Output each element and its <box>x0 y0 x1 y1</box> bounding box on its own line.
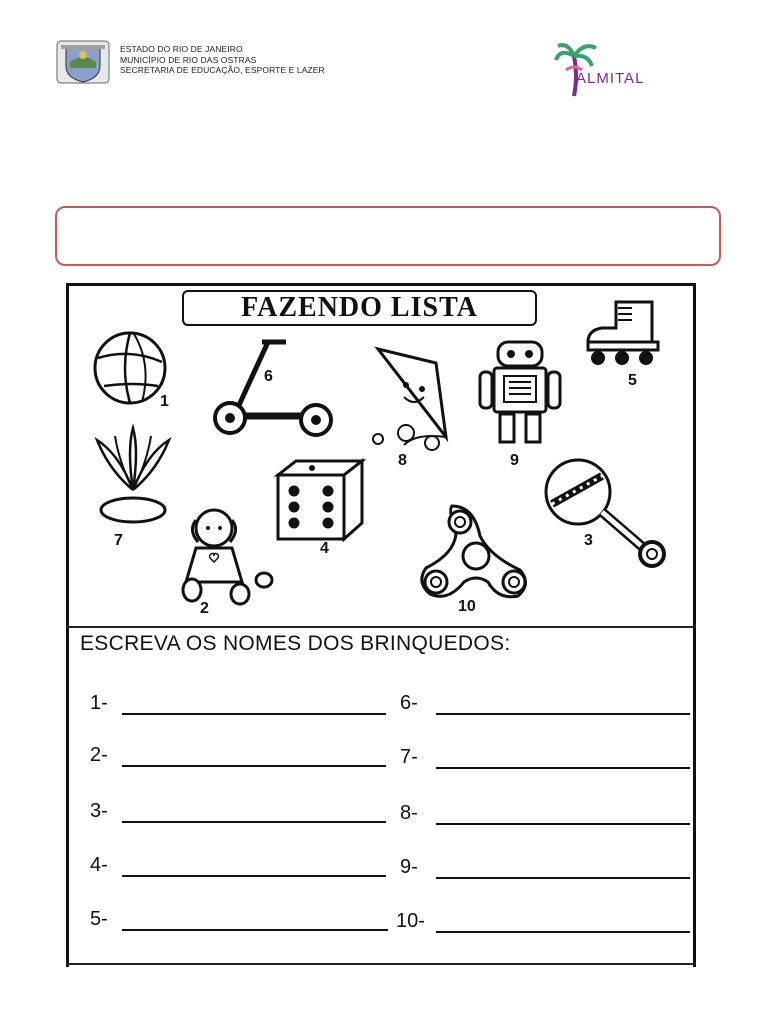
kite-icon <box>366 345 456 457</box>
government-header-text <box>120 44 325 76</box>
answer-line[interactable] <box>436 857 690 879</box>
robot-icon <box>476 334 564 446</box>
municipality-line: MUNICÍPIO DE RIO DAS OSTRAS <box>120 54 257 65</box>
answer-line[interactable] <box>122 855 386 877</box>
answer-label: 8- <box>400 802 418 824</box>
rattle-icon <box>540 456 672 570</box>
coat-of-arms-icon <box>56 40 110 84</box>
roller-skate-icon <box>582 296 664 370</box>
worksheet-bottom-line <box>66 963 696 965</box>
logo-text: ALMITAL <box>576 70 645 87</box>
toy-number-doll: 2 <box>200 600 209 617</box>
toy-number-kite: 8 <box>398 452 407 469</box>
toy-number-scooter: 6 <box>264 368 273 385</box>
answer-label: 1- <box>90 692 108 714</box>
answer-row[interactable] <box>400 802 690 825</box>
toy-number-robot: 9 <box>510 452 519 469</box>
worksheet-title: FAZENDO LISTA <box>182 290 537 326</box>
answer-line[interactable] <box>436 911 690 933</box>
answer-label: 9- <box>400 856 418 878</box>
answer-row[interactable] <box>90 692 386 715</box>
answer-line[interactable] <box>122 909 388 931</box>
answer-line[interactable] <box>436 693 690 715</box>
answer-label: 7- <box>400 746 418 768</box>
answer-label: 3- <box>90 800 108 822</box>
dice-icon <box>272 455 368 543</box>
answer-label: 5- <box>90 908 108 930</box>
instruction-text: ESCREVA OS NOMES DOS BRINQUEDOS: <box>80 632 511 655</box>
answer-row[interactable] <box>90 744 386 767</box>
plant-toy-icon <box>92 420 174 526</box>
answer-line[interactable] <box>122 745 386 767</box>
fidget-spinner-icon <box>414 500 538 604</box>
answer-row[interactable] <box>400 692 690 715</box>
toy-number-ball: 1 <box>160 393 169 410</box>
page-header <box>0 0 768 110</box>
answer-label: 6- <box>400 692 418 714</box>
answer-label: 2- <box>90 744 108 766</box>
doll-icon <box>170 506 274 606</box>
answer-row[interactable] <box>90 908 388 931</box>
answer-line[interactable] <box>436 803 690 825</box>
answer-line[interactable] <box>436 747 690 769</box>
state-line: ESTADO DO RIO DE JANEIRO <box>120 44 243 54</box>
toy-number-spinner: 10 <box>458 598 476 615</box>
toy-number-dice: 4 <box>320 540 329 557</box>
answer-row[interactable] <box>90 800 386 823</box>
section-divider <box>66 626 696 628</box>
toy-number-skate: 5 <box>628 372 637 389</box>
secretariat-line: SECRETARIA DE EDUCAÇÃO, ESPORTE E LAZER <box>120 65 325 75</box>
answer-label: 4- <box>90 854 108 876</box>
answer-line[interactable] <box>122 801 386 823</box>
answer-row[interactable] <box>90 854 386 877</box>
answer-line[interactable] <box>122 693 386 715</box>
scooter-icon <box>210 336 338 440</box>
toy-number-plant-toy: 7 <box>114 532 123 549</box>
answer-row[interactable] <box>400 746 690 769</box>
answer-label: 10- <box>396 910 425 932</box>
answer-row[interactable] <box>400 856 690 879</box>
answer-row[interactable] <box>396 910 690 933</box>
toy-number-rattle: 3 <box>584 532 593 549</box>
student-name-box[interactable] <box>55 206 721 266</box>
